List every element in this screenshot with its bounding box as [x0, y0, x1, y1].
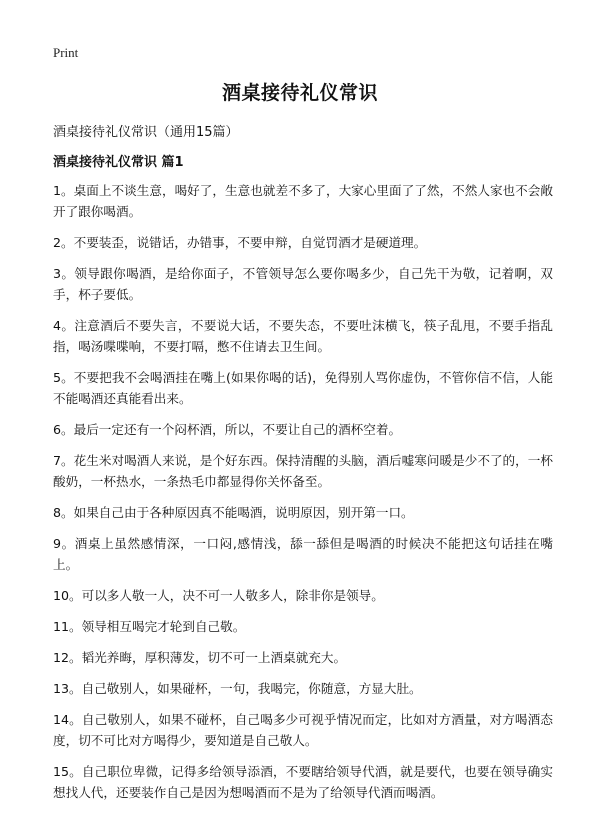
list-item: 6。最后一定还有一个闷杯酒，所以，不要让自己的酒杯空着。 [53, 422, 402, 437]
section-heading: 酒桌接待礼仪常识 篇1 [53, 155, 184, 170]
list-item: 1。桌面上不谈生意，喝好了，生意也就差不多了，大家心里面了了然，不然人家也不会敞开了跟你喝酒。 [53, 183, 553, 219]
list-item: 14。自己敬别人，如果不碰杯，自己喝多少可视乎情况而定，比如对方酒量，对方喝酒态度，切不可比对方喝得少，要知道是自己敬人。 [53, 712, 553, 748]
list-item: 12。韬光养晦，厚积薄发，切不可一上酒桌就充大。 [53, 650, 347, 665]
list-item: 9。酒桌上虽然感情深，一口闷,感情浅，舔一舔但是喝酒的时候决不能把这句话挂在嘴上。 [53, 536, 553, 572]
list-item: 10。可以多人敬一人，决不可一人敬多人，除非你是领导。 [53, 588, 384, 603]
list-item: 11。领导相互喝完才轮到自己敬。 [53, 619, 246, 634]
document-subtitle: 酒桌接待礼仪常识（通用15篇） [53, 125, 239, 140]
list-item: 2。不要装歪，说错话，办错事，不要申辩，自觉罚酒才是硬道理。 [53, 235, 427, 250]
list-item: 15。自己职位卑微，记得多给领导添酒，不要瞎给领导代酒，就是要代，也要在领导确实想找人代，还要装作自己是因为想喝酒而不是为了给领导代酒而喝酒。 [53, 764, 553, 800]
print-link[interactable]: Print [53, 45, 79, 60]
list-item: 13。自己敬别人，如果碰杯，一句，我喝完，你随意，方显大肚。 [53, 681, 422, 696]
list-item: 4。注意酒后不要失言，不要说大话，不要失态，不要吐沫横飞，筷子乱甩，不要手指乱指，喝汤喋喋响，不要打嗝，憋不住请去卫生间。 [53, 318, 553, 354]
list-item: 8。如果自己由于各种原因真不能喝酒，说明原因，别开第一口。 [53, 505, 414, 520]
list-item: 3。领导跟你喝酒，是给你面子，不管领导怎么要你喝多少，自己先干为敬，记着啊，双手，杯子要低。 [53, 266, 553, 302]
list-item: 5。不要把我不会喝酒挂在嘴上(如果你喝的话)，免得别人骂你虚伪，不管你信不信，人能不能喝酒还真能看出来。 [53, 370, 553, 406]
etiquette-list [53, 180, 553, 813]
list-item: 7。花生米对喝酒人来说，是个好东西。保持清醒的头脑，酒后嘘寒问暖是少不了的，一杯酸奶，一杯热水，一条热毛巾都显得你关怀备至。 [53, 453, 553, 489]
page-title: 酒桌接待礼仪常识 [221, 82, 378, 104]
